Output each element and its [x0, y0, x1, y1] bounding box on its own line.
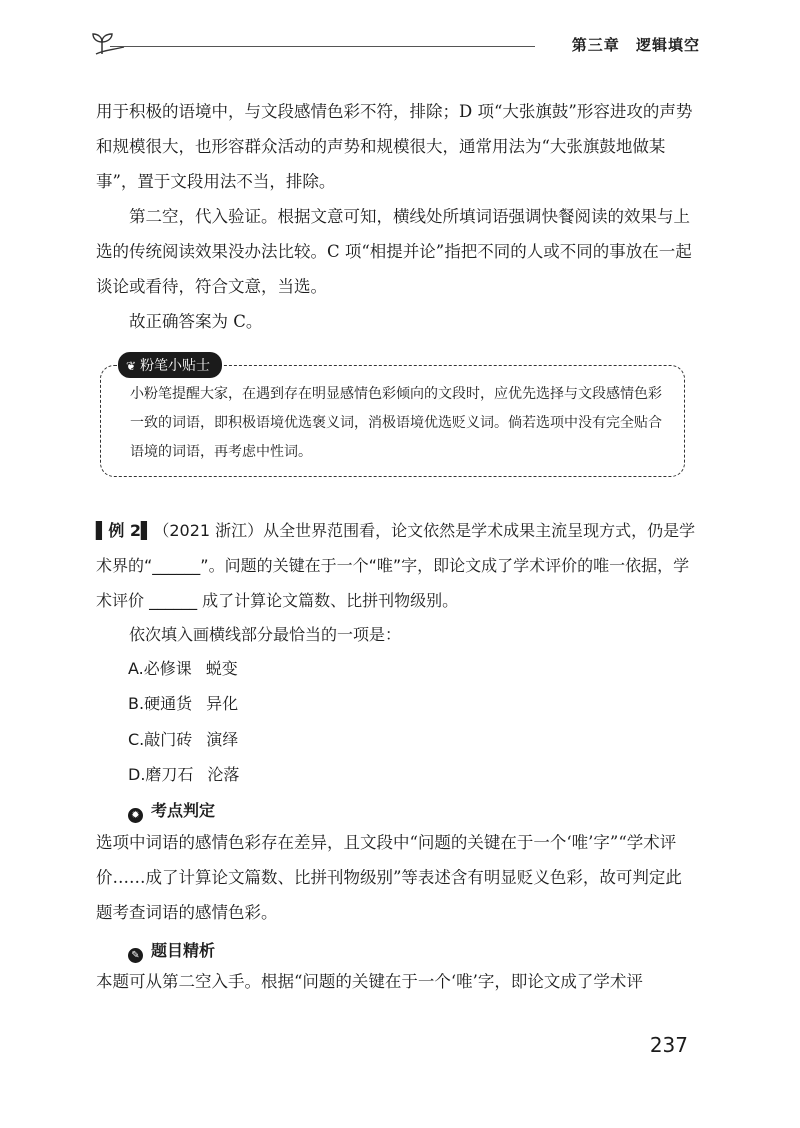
leaf-icon: ❦ [126, 359, 137, 373]
sprout-icon [90, 30, 126, 60]
option-word-2: 演绎 [206, 730, 239, 749]
option-a [128, 656, 238, 679]
page-header [90, 30, 700, 60]
section-jingxi-title: 题目精析 [151, 941, 216, 960]
tip-text: 小粉笔提醒大家，在遇到存在明显感情色彩倾向的文段时，应优先选择与文段感情色彩一致的词语，即积极语境优选褒义词，消极语境优选贬义词。倘若选项中没有完全贴合语境的词语，再考虑中性词。 [130, 386, 662, 460]
page-number: 237 [649, 1033, 688, 1057]
option-letter: D. [128, 765, 146, 784]
option-word-1: 必修课 [143, 659, 192, 678]
option-word-2: 蜕变 [205, 659, 238, 678]
paragraph-2: 第二空，代入验证。根据文意可知，横线处所填词语强调快餐阅读的效果与上选的传统阅读效果没办法比较。C 项“相提并论”指把不同的人或不同的事放在一起谈论或看待，符合文意，当选。 [96, 207, 692, 296]
option-d [128, 762, 239, 785]
example-question: 依次填入画横线部分最恰当的一项是： [129, 625, 402, 644]
example-text: 从全世界范围看，论文依然是学术成果主流呈现方式，仍是学术界的“______”。问题的关键在于一个“唯”字，即论文成了学术评价的唯一依据，学术评价 ______ 成了计算论文篇数、比拼刊物级别。 [96, 521, 696, 610]
option-word-1: 敲门砖 [144, 730, 193, 749]
example-stem [96, 513, 696, 618]
example-source: （2021 浙江） [153, 521, 264, 540]
paragraph-3: 故正确答案为 C。 [129, 312, 263, 331]
tip-badge [118, 352, 222, 378]
option-word-2: 沦落 [207, 765, 240, 784]
target-icon: ✹ [128, 808, 143, 823]
paragraph-1: 用于积极的语境中，与文段感情色彩不符，排除；D 项“大张旗鼓”形容进攻的声势和规模很大，也形容群众活动的声势和规模很大，通常用法为“大张旗鼓地做某事”，置于文段用法不当，排除。 [96, 102, 693, 191]
analysis-icon: ✎ [128, 948, 143, 963]
option-word-2: 异化 [206, 694, 239, 713]
section-jingxi-text: 本题可从第二空入手。根据“问题的关键在于一个‘唯’字，即论文成了学术评 [96, 972, 643, 991]
section-kaodian-heading [128, 798, 215, 823]
tip-label: 粉笔小贴士 [140, 358, 211, 374]
section-kaodian-text: 选项中词语的感情色彩存在差异，且文段中“问题的关键在于一个‘唯’字”“学术评价……成了计算论文篇数、比拼刊物级别”等表述含有明显贬义色彩，故可判定此题考查词语的感情色彩。 [96, 833, 682, 922]
example-bracket-left: ▌ [96, 521, 109, 540]
chapter-title: 逻辑填空 [635, 36, 700, 54]
section-jingxi-heading [128, 938, 215, 963]
option-letter: C. [128, 730, 145, 749]
header-rule [110, 46, 535, 47]
option-b [128, 691, 238, 714]
example-label: 例 2 [108, 521, 142, 540]
chapter-number: 第三章 [571, 36, 620, 54]
option-letter: A. [128, 659, 144, 678]
example-bracket-right: ▌ [141, 521, 154, 540]
option-letter: B. [128, 694, 145, 713]
option-word-1: 磨刀石 [145, 765, 194, 784]
option-c [128, 727, 238, 750]
option-word-1: 硬通货 [144, 694, 193, 713]
section-kaodian-title: 考点判定 [151, 801, 216, 820]
chapter-heading [562, 34, 700, 55]
